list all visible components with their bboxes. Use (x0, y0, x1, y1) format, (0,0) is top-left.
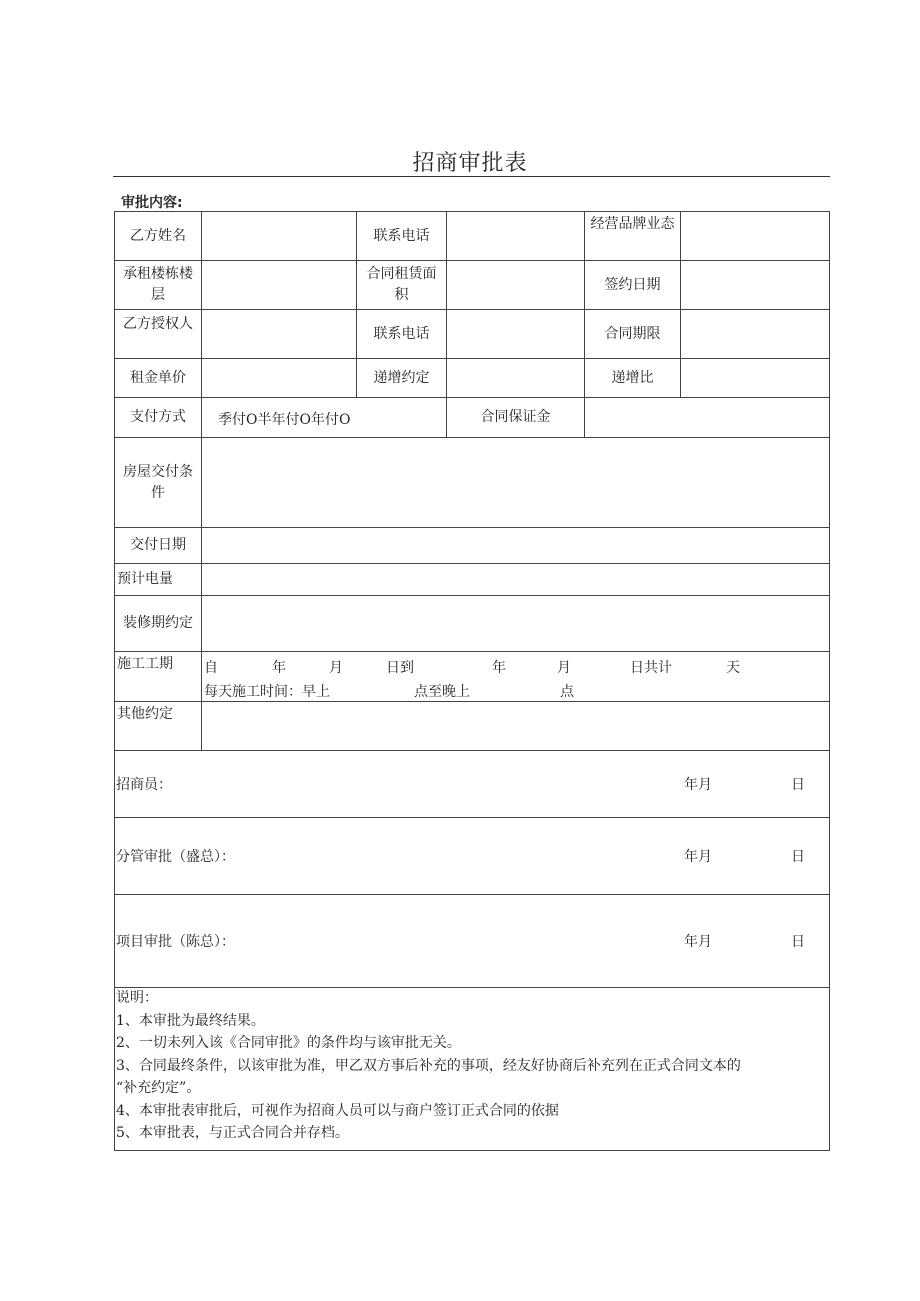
party-b-authorized-input[interactable] (201, 309, 357, 359)
schedule-year-2: 年 (492, 660, 506, 676)
rent-unit-price-label: 租金单价 (114, 358, 202, 398)
signature-d-division: 日 (791, 849, 805, 865)
estimated-power-input[interactable] (201, 563, 830, 596)
decoration-period-input[interactable] (201, 595, 830, 652)
signature-row-merchant[interactable] (114, 750, 830, 818)
signature-label-division: 分管审批（盛总）： (116, 849, 235, 865)
sign-date-label: 签约日期 (584, 260, 681, 310)
other-agreement-input[interactable] (201, 701, 830, 751)
building-floor-input[interactable] (201, 260, 357, 310)
section-label: 审批内容: (121, 195, 183, 211)
schedule-days: 天 (726, 660, 740, 676)
signature-ym-merchant: 年月 (684, 777, 712, 793)
increase-agreement-label: 递增约定 (356, 358, 447, 398)
note-item: “补充约定”。 (116, 1080, 201, 1096)
building-floor-label: 承租楼栋楼层 (114, 260, 202, 310)
note-item: 1、本审批为最终结果。 (116, 1012, 265, 1029)
brand-format-input[interactable] (680, 211, 830, 261)
other-agreement-label: 其他约定 (114, 701, 202, 751)
contract-deposit-label: 合同保证金 (446, 397, 585, 438)
schedule-month-2: 月 (557, 660, 571, 676)
contact-phone-input[interactable] (446, 211, 585, 261)
schedule-until-evening: 点至晚上 (414, 684, 470, 700)
note-item: 4、本审批表审批后，可视作为招商人员可以与商户签订正式合同的依据 (116, 1102, 559, 1119)
brand-format-label: 经营品牌业态 (584, 211, 681, 261)
increase-ratio-input[interactable] (680, 358, 830, 398)
schedule-day-total: 日共计 (630, 660, 672, 676)
payment-method-options[interactable]: 季付O半年付O年付O (218, 412, 351, 428)
note-item: 3、合同最终条件，以该审批为准，甲乙双方事后补充的事项，经友好协商后补充列在正式合同文本的 (116, 1057, 741, 1074)
house-delivery-input[interactable] (201, 437, 830, 528)
schedule-year: 年 (272, 660, 286, 676)
note-item: 2、一切未列入该《合同审批》的条件均与该审批无关。 (116, 1035, 461, 1051)
party-b-name-input[interactable] (201, 211, 357, 261)
lease-area-label: 合同租赁面积 (356, 260, 447, 310)
page-title: 招商审批表 (412, 151, 528, 176)
increase-agreement-input[interactable] (446, 358, 585, 398)
lease-area-input[interactable] (446, 260, 585, 310)
contact-phone-2-input[interactable] (446, 309, 585, 359)
construction-period-label: 施工工期 (114, 651, 202, 702)
signature-ym-division: 年月 (684, 849, 712, 865)
house-delivery-label: 房屋交付条件 (114, 437, 202, 528)
contract-term-label: 合同期限 (584, 309, 681, 359)
party-b-name-label: 乙方姓名 (114, 211, 202, 261)
increase-ratio-label: 递增比 (584, 358, 681, 398)
contact-phone-label: 联系电话 (356, 211, 447, 261)
party-b-authorized-label: 乙方授权人 (114, 309, 202, 359)
delivery-date-label: 交付日期 (114, 527, 202, 564)
delivery-date-input[interactable] (201, 527, 830, 564)
contract-deposit-input[interactable] (584, 397, 830, 438)
notes-heading: 说明： (116, 990, 158, 1006)
note-item: 5、本审批表，与正式合同合并存档。 (116, 1125, 349, 1141)
schedule-daily-time: 每天施工时间：早上 (204, 684, 330, 700)
signature-label-project: 项目审批（陈总）： (116, 934, 235, 950)
notes (116, 987, 741, 1145)
contract-term-input[interactable] (680, 309, 830, 359)
payment-method-label: 支付方式 (114, 397, 202, 438)
rent-unit-price-input[interactable] (201, 358, 357, 398)
signature-ym-project: 年月 (684, 934, 712, 950)
schedule-day-to: 日到 (386, 660, 414, 676)
signature-d-merchant: 日 (791, 777, 805, 793)
estimated-power-label: 预计电量 (114, 563, 202, 596)
sign-date-input[interactable] (680, 260, 830, 310)
schedule-month: 月 (329, 660, 343, 676)
schedule-oclock: 点 (560, 684, 574, 700)
contact-phone-2-label: 联系电话 (356, 309, 447, 359)
decoration-period-label: 装修期约定 (114, 595, 202, 652)
signature-d-project: 日 (791, 934, 805, 950)
signature-label-merchant: 招商员： (116, 777, 172, 793)
schedule-from: 自 (204, 660, 218, 676)
title-divider (113, 176, 830, 177)
